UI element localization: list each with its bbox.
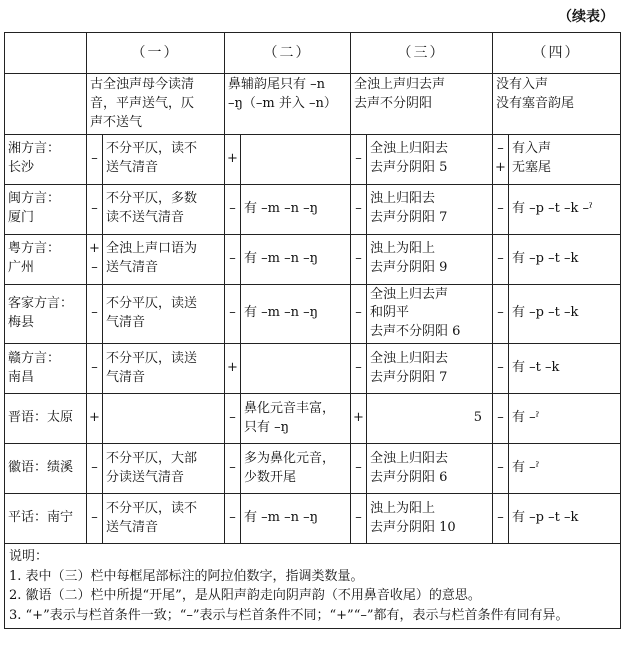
dialect-label (5, 344, 87, 394)
condition-4-line: 没有入声 (496, 77, 549, 92)
column-4-text (509, 494, 621, 544)
cell-text-line: 有 –m –n –ŋ (244, 510, 318, 526)
column-1-sign (87, 494, 103, 544)
column-3-sign (351, 494, 367, 544)
cell-text-line: 不分平仄，大部 (106, 450, 198, 466)
column-3-sign (351, 444, 367, 494)
sign-mark: – (91, 260, 98, 276)
column-3-text (367, 344, 493, 394)
sign-mark: + (227, 150, 238, 166)
column-2-text (241, 134, 351, 184)
sign-mark: – (497, 250, 504, 266)
table-row (5, 134, 621, 184)
column-3-text (367, 444, 493, 494)
dialect-label-line: 闽方言： (8, 191, 61, 207)
condition-3 (351, 74, 493, 135)
column-2-sign (225, 494, 241, 544)
sign-mark: – (355, 200, 362, 216)
cell-text-line: 不分平仄，读不 (106, 500, 198, 516)
table-row (5, 494, 621, 544)
cell-text-line: 不分平仄，读不 (106, 141, 198, 157)
cell-text-line: 分读送气清音 (106, 469, 185, 485)
cell-text-line: 送气清音 (106, 260, 159, 276)
dialect-label-line: 湘方言： (8, 141, 61, 157)
column-4-text (509, 444, 621, 494)
column-header-3: （三） (351, 33, 493, 74)
cell-text-line: 全浊上归去声 (370, 286, 449, 302)
cell-text-line: 不分平仄，读送 (106, 350, 198, 366)
cell-text-line: 有 –m –n –ŋ (244, 200, 318, 216)
column-3-text (367, 184, 493, 234)
sign-mark: – (497, 305, 504, 321)
sign-mark: – (497, 510, 504, 526)
cell-text-line: 有 –ˀ (512, 410, 540, 426)
sign-mark: + (89, 241, 100, 257)
column-4-text (509, 184, 621, 234)
table-row (5, 394, 621, 444)
table-row (5, 234, 621, 284)
column-4-sign (493, 134, 509, 184)
column-4-sign (493, 234, 509, 284)
cell-text-line: 少数开尾 (244, 469, 297, 485)
note-line: 2. 徽语（二）栏中所提“开尾”，是从阳声韵走向阴声韵（不用鼻音收尾）的意思。 (9, 588, 481, 604)
column-4-sign (493, 284, 509, 344)
dialect-label (5, 444, 87, 494)
cell-text-line: 有 –p –t –k –ˀ (512, 200, 593, 216)
cell-text-line: 有 –p –t –k (512, 510, 579, 526)
cell-text-line: 全浊上声口语为 (106, 241, 198, 257)
sign-mark: – (355, 360, 362, 376)
column-3-sign (351, 394, 367, 444)
cell-text-line: 有 –p –t –k (512, 250, 579, 266)
dialect-table (4, 32, 621, 629)
column-4-text (509, 284, 621, 344)
sign-mark: – (91, 305, 98, 321)
condition-4 (493, 74, 621, 135)
sign-mark: – (229, 410, 236, 426)
column-1-text (103, 134, 225, 184)
cell-text-line: 无塞尾 (512, 160, 552, 176)
column-2-sign (225, 134, 241, 184)
column-header-2: （二） (225, 33, 351, 74)
sign-mark: – (229, 250, 236, 266)
column-3-text (367, 284, 493, 344)
column-2-sign (225, 284, 241, 344)
note-line: 说明： (9, 549, 49, 565)
cell-text-line: 浊上为阳上 (370, 241, 436, 257)
cell-text-line: 全浊上归阳去 (370, 141, 449, 157)
cell-text-line: 去声分阴阳 10 (370, 519, 456, 535)
cell-text-line: 有 –m –n –ŋ (244, 305, 318, 321)
column-2-text (241, 284, 351, 344)
sign-mark: – (497, 360, 504, 376)
cell-text-line: 读不送气清音 (106, 210, 185, 226)
cell-text-line: 气清音 (106, 369, 146, 385)
sign-mark: – (355, 305, 362, 321)
cell-text-line: 去声分阴阳 9 (370, 260, 448, 276)
cell-text-line: 全浊上归阳去 (370, 350, 449, 366)
column-1-sign (87, 234, 103, 284)
sign-mark: – (497, 141, 504, 157)
table-row (5, 444, 621, 494)
dialect-label-line: 客家方言： (8, 295, 74, 311)
condition-1-line: 声不送气 (90, 114, 143, 130)
column-1-sign (87, 284, 103, 344)
cell-text-line: 去声分阴阳 5 (370, 160, 448, 176)
dialect-label-line: 赣方言： (8, 350, 61, 366)
cell-text-line: 鼻化元音丰富， (244, 400, 336, 416)
cell-text-line: 有 –p –t –k (512, 305, 579, 321)
column-1-text (103, 344, 225, 394)
table-row (5, 344, 621, 394)
cell-text-line: 全浊上归阳去 (370, 450, 449, 466)
cell-text-line: 和阴平 (370, 305, 410, 321)
sign-mark: + (89, 410, 100, 426)
sign-mark: – (355, 460, 362, 476)
sign-mark: – (91, 460, 98, 476)
column-4-sign (493, 184, 509, 234)
column-3-sign (351, 184, 367, 234)
column-2-sign (225, 444, 241, 494)
column-1-sign (87, 134, 103, 184)
dialect-label-line: 梅县 (8, 314, 35, 330)
column-1-text (103, 394, 225, 444)
column-1-text (103, 444, 225, 494)
column-header-4: （四） (493, 33, 621, 74)
column-1-sign (87, 184, 103, 234)
dialect-label (5, 284, 87, 344)
table-row (5, 184, 621, 234)
cell-text-line: 去声不分阴阳 6 (370, 324, 461, 340)
sign-mark: – (229, 200, 236, 216)
note-line: 1. 表中（三）栏中每框尾部标注的阿拉伯数字，指调类数量。 (9, 568, 364, 584)
column-4-sign (493, 344, 509, 394)
dialect-label (5, 234, 87, 284)
condition-3-line: 去声不分阴阳 (354, 95, 433, 111)
corner-cell (5, 33, 87, 74)
dialect-label (5, 494, 87, 544)
column-3-sign (351, 134, 367, 184)
sign-mark: – (91, 510, 98, 526)
column-2-sign (225, 394, 241, 444)
dialect-label-line: 平话：南宁 (8, 510, 74, 526)
condition-1-line: 古全浊声母今读清 (90, 77, 195, 92)
column-4-sign (493, 394, 509, 444)
column-2-sign (225, 344, 241, 394)
sign-mark: – (355, 510, 362, 526)
column-2-text (241, 494, 351, 544)
column-2-text (241, 184, 351, 234)
column-4-text (509, 344, 621, 394)
column-3-text (367, 394, 493, 444)
dialect-label (5, 184, 87, 234)
column-4-text (509, 394, 621, 444)
column-1-text (103, 234, 225, 284)
cell-text-line: 有入声 (512, 141, 552, 157)
sign-mark: – (91, 150, 98, 166)
notes-row (5, 544, 621, 629)
column-2-text (241, 234, 351, 284)
header-row (5, 33, 621, 74)
sign-mark: – (355, 250, 362, 266)
condition-4-line: 没有塞音韵尾 (496, 95, 575, 111)
column-4-sign (493, 494, 509, 544)
sign-mark: + (495, 160, 506, 176)
dialect-label-line: 长沙 (8, 160, 35, 176)
cell-text-line: 不分平仄，多数 (106, 191, 198, 207)
cell-text-line: 只有 –ŋ (244, 419, 290, 435)
column-2-sign (225, 234, 241, 284)
column-3-text (367, 234, 493, 284)
column-4-text (509, 234, 621, 284)
sign-mark: + (353, 410, 364, 426)
dialect-label (5, 134, 87, 184)
dialect-label (5, 394, 87, 444)
condition-corner-cell (5, 74, 87, 135)
column-header-1: （一） (87, 33, 225, 74)
column-3-sign (351, 234, 367, 284)
dialect-label-line: 广州 (8, 260, 35, 276)
column-1-text (103, 184, 225, 234)
column-1-sign (87, 344, 103, 394)
continued-label: （续表） (558, 9, 614, 25)
dialect-label-line: 晋语：太原 (8, 410, 74, 426)
cell-text-line: 浊上归阳去 (370, 191, 436, 207)
column-1-sign (87, 394, 103, 444)
sign-mark: – (497, 460, 504, 476)
column-1-text (103, 284, 225, 344)
condition-1-line: 音，平声送气，仄 (90, 95, 195, 111)
sign-mark: – (355, 150, 362, 166)
notes-cell (5, 544, 621, 629)
condition-row (5, 74, 621, 135)
cell-text-line: 去声分阴阳 6 (370, 469, 448, 485)
cell-text-line: 去声分阴阳 7 (370, 369, 448, 385)
sign-mark: – (229, 510, 236, 526)
cell-text-line: 浊上为阳上 (370, 500, 436, 516)
column-3-text (367, 134, 493, 184)
sign-mark: – (91, 200, 98, 216)
cell-text-line: 气清音 (106, 314, 146, 330)
cell-text-line: 送气清音 (106, 519, 159, 535)
column-4-sign (493, 444, 509, 494)
sign-mark: – (229, 460, 236, 476)
cell-text-line: 有 –t –k (512, 360, 560, 376)
cell-text-line: 送气清音 (106, 160, 159, 176)
dialect-label-line: 厦门 (8, 210, 35, 226)
column-3-sign (351, 284, 367, 344)
column-4-text (509, 134, 621, 184)
cell-text-line: 不分平仄，读送 (106, 295, 198, 311)
column-3-sign (351, 344, 367, 394)
condition-3-line: 全浊上声归去声 (354, 77, 446, 92)
column-2-text (241, 394, 351, 444)
column-1-sign (87, 444, 103, 494)
cell-text-line: 去声分阴阳 7 (370, 210, 448, 226)
sign-mark: + (227, 360, 238, 376)
condition-2 (225, 74, 351, 135)
sign-mark: – (497, 200, 504, 216)
sign-mark: – (497, 410, 504, 426)
column-2-text (241, 344, 351, 394)
column-3-text (367, 494, 493, 544)
cell-text-line: 有 –ˀ (512, 460, 540, 476)
column-2-text (241, 444, 351, 494)
column-2-sign (225, 184, 241, 234)
condition-2-line: –ŋ（–m 并入 –n） (228, 95, 337, 111)
cell-text-line: 5 (473, 410, 482, 426)
condition-1 (87, 74, 225, 135)
sign-mark: – (229, 305, 236, 321)
note-line: 3. “+”表示与栏首条件一致；“–”表示与栏首条件不同；“+”“–”都有，表示与栏首条件有同有异。 (9, 607, 569, 623)
dialect-label-line: 南昌 (8, 369, 35, 385)
cell-text-line: 多为鼻化元音， (244, 450, 336, 466)
table-row (5, 284, 621, 344)
dialect-label-line: 粤方言： (8, 241, 61, 257)
dialect-label-line: 徽语：绩溪 (8, 460, 74, 476)
sign-mark: – (91, 360, 98, 376)
condition-2-line: 鼻辅韵尾只有 –n (228, 77, 326, 92)
column-1-text (103, 494, 225, 544)
cell-text-line: 有 –m –n –ŋ (244, 250, 318, 266)
